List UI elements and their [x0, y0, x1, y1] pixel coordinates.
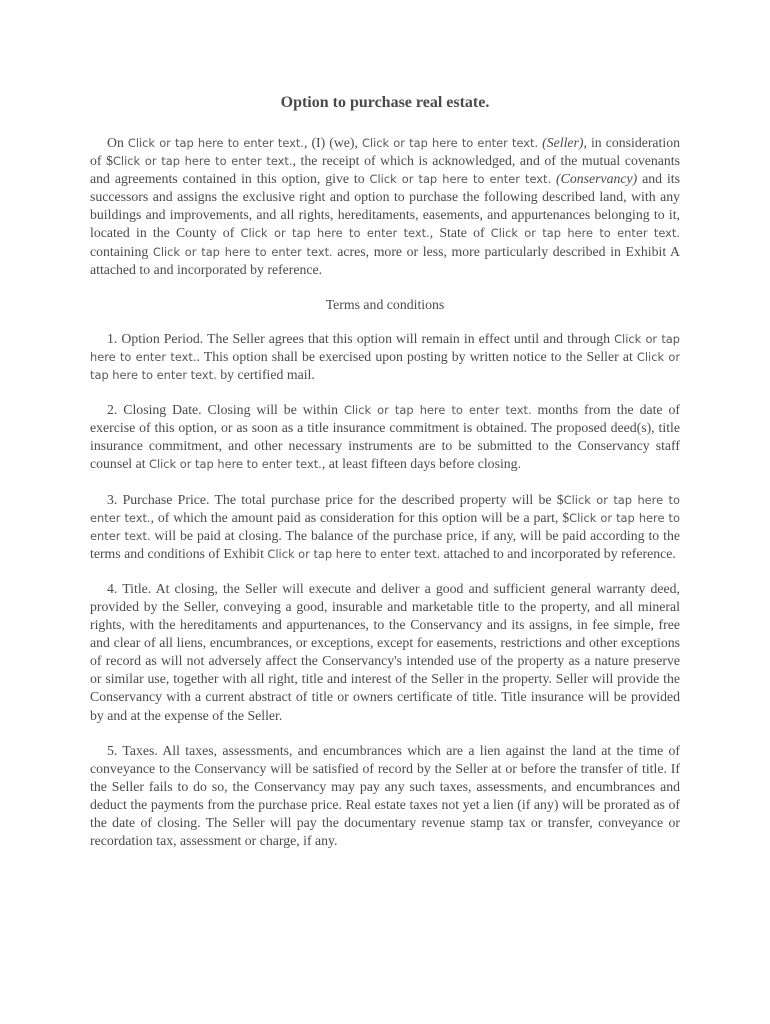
section-text: , at least fifteen days before closing. — [321, 456, 522, 472]
exhibit-field[interactable]: Click or tap here to enter text. — [267, 546, 441, 561]
total-price-field[interactable]: Click or tap here to enter text. — [90, 492, 680, 525]
document-page — [90, 92, 680, 867]
date-field[interactable]: Click or tap here to enter text. — [127, 136, 304, 150]
section-text: attached to and incorporated by reference. — [440, 545, 676, 561]
acreage-field[interactable]: Click or tap here to enter text. — [152, 244, 333, 259]
intro-text: On — [107, 135, 128, 150]
intro-text: , in consideration of $ — [90, 135, 681, 169]
section-text: will be paid at closing. The balance of the purchase price, if any, will be paid according to the terms and conditions of Exhibit — [90, 527, 680, 561]
section-title: 4. Title. At closing, the Seller will execute and deliver a good and sufficient general warranty deed, provided by the Seller, conveying a good, insurable and marketable title to the property, and all mineral rights, with the hereditaments and appurtenances, to the Conservancy and its assigns, in fee simple, free and clear of all liens, encumbrances, or exceptions, except for easements, restrictions and other exceptions of record as will not adversely affect the Conservancy's intended use of the property as a nature preserve or similar use, together with all right, title and interest of the Seller in the property. Seller will provide the Conservancy with a current abstract of title or owners certificate of title. Title insurance will be provided by and at the expense of the Seller. — [90, 580, 680, 723]
seller-name-field[interactable]: Click or tap here to enter text. — [361, 136, 539, 150]
section-text: , of which the amount paid as consideration for this option will be a part, $ — [150, 509, 570, 525]
conservancy-name-field[interactable]: Click or tap here to enter text. — [369, 172, 552, 187]
section-text: 2. Closing Date. Closing will be within — [107, 402, 344, 418]
section-text: months from the date of exercise of this option, or as soon as a title insurance commitment is obtained. The proposed deed(s), title insurance commitment, and other necessary instruments are to be submitted to the Conservancy staff counsel at — [90, 402, 680, 472]
intro-text: and its successors and assigns the exclusive right and option to purchase the following described land, with any buildings and improvements, and all rights, hereditaments, easements, and appurtenances belonging to it, located in the County of — [90, 171, 681, 241]
intro-text: acres, more or less, more particularly described in Exhibit A attached to and incorporated by reference. — [90, 243, 680, 277]
closing-months-field[interactable]: Click or tap here to enter text. — [343, 403, 532, 418]
intro-text: , State of — [429, 225, 491, 241]
option-end-date-field[interactable]: Click or tap here to enter text. — [90, 331, 680, 364]
section-option-period — [90, 330, 680, 384]
section-text: by certified mail. — [216, 367, 315, 383]
section-purchase-price — [90, 491, 680, 563]
intro-text: , (I) (we), — [304, 135, 362, 150]
county-field[interactable]: Click or tap here to enter text. — [240, 226, 430, 241]
intro-text: containing — [90, 243, 153, 259]
counsel-address-field[interactable]: Click or tap here to enter text. — [149, 457, 322, 472]
conservancy-label: (Conservancy) — [556, 171, 638, 187]
section-closing-date — [90, 401, 680, 473]
seller-address-field[interactable]: Click or tap here to enter text. — [90, 349, 681, 383]
consideration-amount-field[interactable]: Click or tap here to enter text. — [112, 154, 293, 169]
section-text: . This option shall be exercised upon posting by written notice to the Seller at — [196, 348, 637, 364]
section-text: 1. Option Period. The Seller agrees that this option will remain in effect until and through — [107, 330, 615, 346]
state-field[interactable]: Click or tap here to enter text. — [490, 226, 680, 241]
terms-heading: Terms and conditions — [325, 296, 445, 312]
seller-label: (Seller) — [542, 135, 584, 150]
section-taxes: 5. Taxes. All taxes, assessments, and encumbrances which are a lien against the land at the time of conveyance to the Conservancy will be satisfied of record by the Seller at or before the transfer of title. If the Seller fails to do so, the Conservancy may pay any such taxes, assessments, and encumbrances and deduct the payments from the purchase price. Real estate taxes not yet a lien (if any) will be prorated as of the date of closing. The Seller will pay the documentary revenue stamp tax or transfer, conveyance or recordation tax, assessment or charge, if any. — [90, 742, 680, 849]
intro-text: , the receipt of which is acknowledged, and of the mutual covenants and agreements contained in this option, give to — [90, 153, 680, 187]
document-title: Option to purchase real estate. — [280, 94, 490, 111]
closing-payment-field[interactable]: Click or tap here to enter text. — [90, 510, 680, 543]
intro-paragraph — [90, 134, 680, 279]
section-text: 3. Purchase Price. The total purchase price for the described property will be $ — [107, 491, 564, 507]
